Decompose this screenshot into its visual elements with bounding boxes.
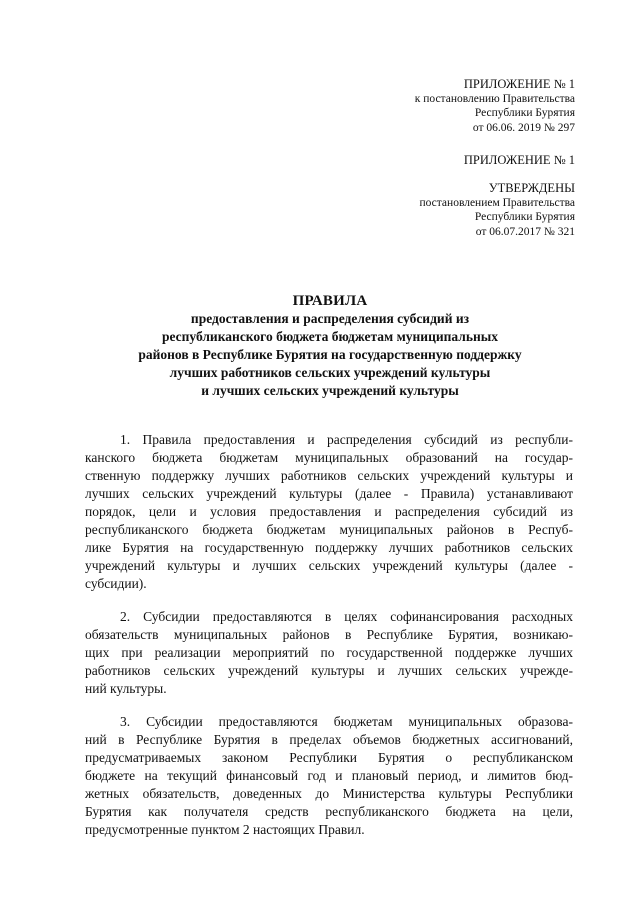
paragraph-line: бюджете на текущий финансовый год и плановый период, и лимитов бюд- (85, 768, 573, 783)
appendix-header-original (464, 153, 575, 168)
paragraph-line: субсидии). (85, 576, 147, 591)
paragraph-line: обязательств муниципальных районов в Республике Бурятия, возникаю- (85, 627, 573, 642)
paragraph-line: республиканского бюджета бюджетам муниципальных районов в Респуб- (85, 522, 573, 537)
paragraph-line: предусмотренные пунктом 2 настоящих Правил. (85, 822, 365, 837)
paragraph-line: щих при реализации мероприятий по государственной поддержке лучших (85, 645, 573, 660)
paragraph-line: ний культуры. (85, 681, 167, 696)
document-subtitle-line: предоставления и распределения субсидий из (190, 311, 470, 326)
paragraph-line: 1. Правила предоставления и распределения субсидий из республи- (120, 432, 573, 447)
paragraph-line: Бурятия как получателя средств республиканского бюджета на цели, (85, 804, 573, 819)
document-title: ПРАВИЛА (292, 293, 368, 309)
paragraph-1 (85, 431, 573, 593)
document-subtitle-line: районов в Республике Бурятия на государственную поддержку (138, 347, 522, 362)
approved-label: УТВЕРЖДЕНЫ (488, 181, 575, 195)
document-title-block (40, 292, 620, 400)
paragraph-line: учреждений культуры и лучших сельских учреждений культуры (далее - (85, 558, 573, 573)
paragraph-line: 2. Субсидии предоставляются в целях софинансирования расходных (120, 609, 573, 624)
appendix-header-current (415, 77, 575, 135)
appendix-resolution-line: к постановлению Правительства (414, 92, 575, 105)
paragraph-line: предусматриваемых законом Республики Бурятия о республиканском (85, 750, 573, 765)
appendix-date-number: от 06.06. 2019 № 297 (472, 121, 575, 134)
paragraph-line: порядок, цели и условия предоставления и распределения субсидий из (85, 504, 573, 519)
appendix-label: ПРИЛОЖЕНИЕ № 1 (463, 153, 575, 167)
paragraph-line: ственную поддержку лучших работников сельских учреждений культуры и (85, 468, 573, 483)
appendix-label: ПРИЛОЖЕНИЕ № 1 (463, 77, 575, 91)
approval-stamp-block (419, 181, 575, 239)
appendix-republic-line: Республики Бурятия (474, 107, 575, 120)
approved-republic-line: Республики Бурятия (474, 211, 575, 224)
paragraph-line: канского бюджета бюджетам муниципальных образований на государ- (85, 450, 573, 465)
document-subtitle-line: и лучших сельских учреждений культуры (201, 383, 459, 398)
approved-date-number: от 06.07.2017 № 321 (475, 225, 575, 238)
paragraph-line: лучших сельских учреждений культуры (далее - Правила) устанавливают (85, 486, 573, 501)
paragraph-line: работников сельских учреждений культуры и лучших сельских учрежде- (85, 663, 573, 678)
paragraph-line: 3. Субсидии предоставляются бюджетам муниципальных образова- (120, 714, 573, 729)
document-subtitle-line: республиканского бюджета бюджетам муниципальных (161, 329, 499, 344)
paragraph-line: жетных обязательств, доведенных до Министерства культуры Республики (85, 786, 573, 801)
paragraph-line: ний в Республике Бурятия в пределах объемов бюджетных ассигнований, (85, 732, 573, 747)
paragraph-line: лике Бурятия на государственную поддержку лучших работников сельских (85, 540, 573, 555)
document-subtitle-line: лучших работников сельских учреждений культуры (169, 365, 491, 380)
paragraph-3 (85, 713, 573, 839)
approved-resolution-line: постановлением Правительства (419, 196, 575, 209)
paragraph-2 (85, 608, 573, 698)
